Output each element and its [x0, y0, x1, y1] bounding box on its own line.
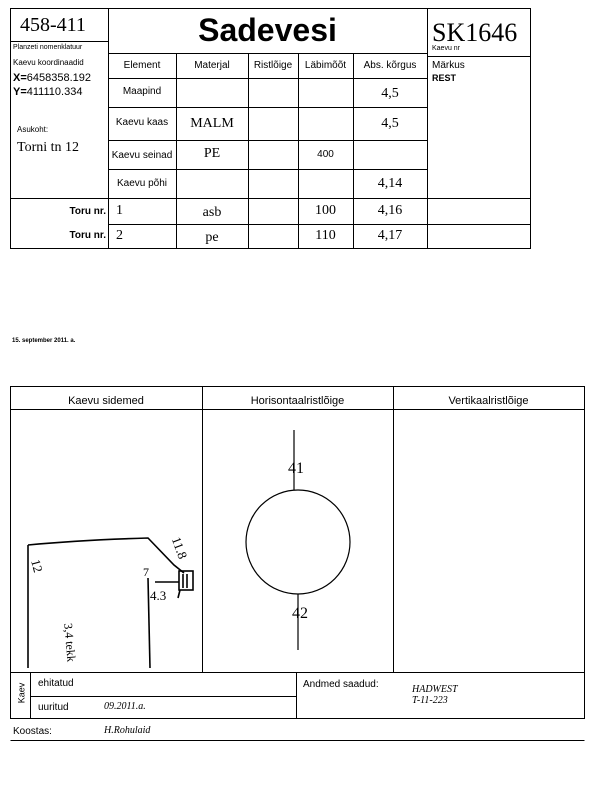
panel-horizontal: Horisontaalristlõige [250, 395, 345, 407]
coords-caption: Kaevu koordinaadid [13, 58, 84, 67]
data-by-label: Andmed saadud: [303, 679, 379, 690]
row-element: Kaevu kaas [115, 117, 169, 128]
horiz-label: 41 [288, 460, 304, 477]
sketch-label: 7 [143, 565, 149, 579]
company: HADWEST [412, 684, 458, 695]
pipe-nr: 2 [116, 228, 123, 243]
pipe-label: Toru nr. [69, 206, 106, 217]
well-caption: Kaevu nr [432, 45, 461, 52]
row-element: Kaevu põhi [116, 178, 168, 189]
y-value: 411110.334 [26, 86, 83, 98]
well-number: SK1646 [432, 18, 518, 47]
row-material: MALM [190, 116, 234, 131]
x-value: 6458358.192 [26, 72, 91, 84]
sketch-label: 11.8 [168, 534, 191, 561]
panel-connections: Kaevu sidemed [68, 395, 144, 407]
col-note: Märkus [432, 60, 465, 71]
compiled-by: H.Rohulaid [104, 725, 151, 736]
row-height: 4,5 [381, 86, 399, 101]
row-element: Maapind [122, 86, 162, 97]
compiled-label: Koostas: [13, 726, 52, 737]
pipe-material: pe [205, 230, 219, 245]
sheet-caption: Planzeti nomenklatuur [13, 44, 83, 51]
horiz-label: 42 [292, 605, 308, 622]
pipe-material: asb [202, 205, 222, 220]
sketch-label: 3,4 tekk [61, 622, 79, 663]
row-height: 4,5 [381, 116, 399, 131]
pipe-height: 4,16 [377, 203, 403, 218]
col-diameter: Läbimõõt [304, 60, 347, 71]
pipe-diameter: 100 [315, 203, 336, 218]
note-value: REST [432, 73, 457, 83]
pipe-diameter: 110 [315, 228, 336, 243]
pipe-nr: 1 [116, 203, 123, 218]
row-diameter: 400 [317, 149, 334, 160]
y-label: Y= [13, 86, 27, 98]
page-title: Sadevesi [198, 12, 337, 48]
date-line: 15. september 2011. a. [12, 338, 76, 344]
company-code: T-11-223 [412, 695, 448, 706]
col-height: Abs. kõrgus [363, 60, 417, 71]
col-material: Materjal [194, 60, 230, 71]
panel-vertical: Vertikaalristlõige [448, 395, 529, 407]
measured-label: uuritud [38, 702, 69, 713]
sketch-label: 12 [28, 557, 46, 575]
col-cross: Ristlõige [253, 60, 293, 71]
row-material: PE [203, 146, 221, 161]
x-label: X= [13, 72, 27, 84]
row-element: Kaevu seinad [111, 150, 173, 161]
location-caption: Asukoht: [17, 125, 49, 134]
built-label: ehitatud [38, 678, 74, 689]
col-element: Element [123, 60, 161, 71]
sheet-number: 458-411 [20, 14, 86, 36]
pipe-height: 4,17 [377, 228, 403, 243]
connection-sketch [28, 538, 193, 668]
pipe-label: Toru nr. [69, 230, 106, 241]
location: Torni tn 12 [17, 140, 80, 155]
sketch-label: 4.3 [150, 588, 167, 603]
measured-date: 09.2011.a. [104, 701, 146, 712]
side-label: Kaev [16, 682, 27, 704]
row-height: 4,14 [377, 176, 403, 191]
